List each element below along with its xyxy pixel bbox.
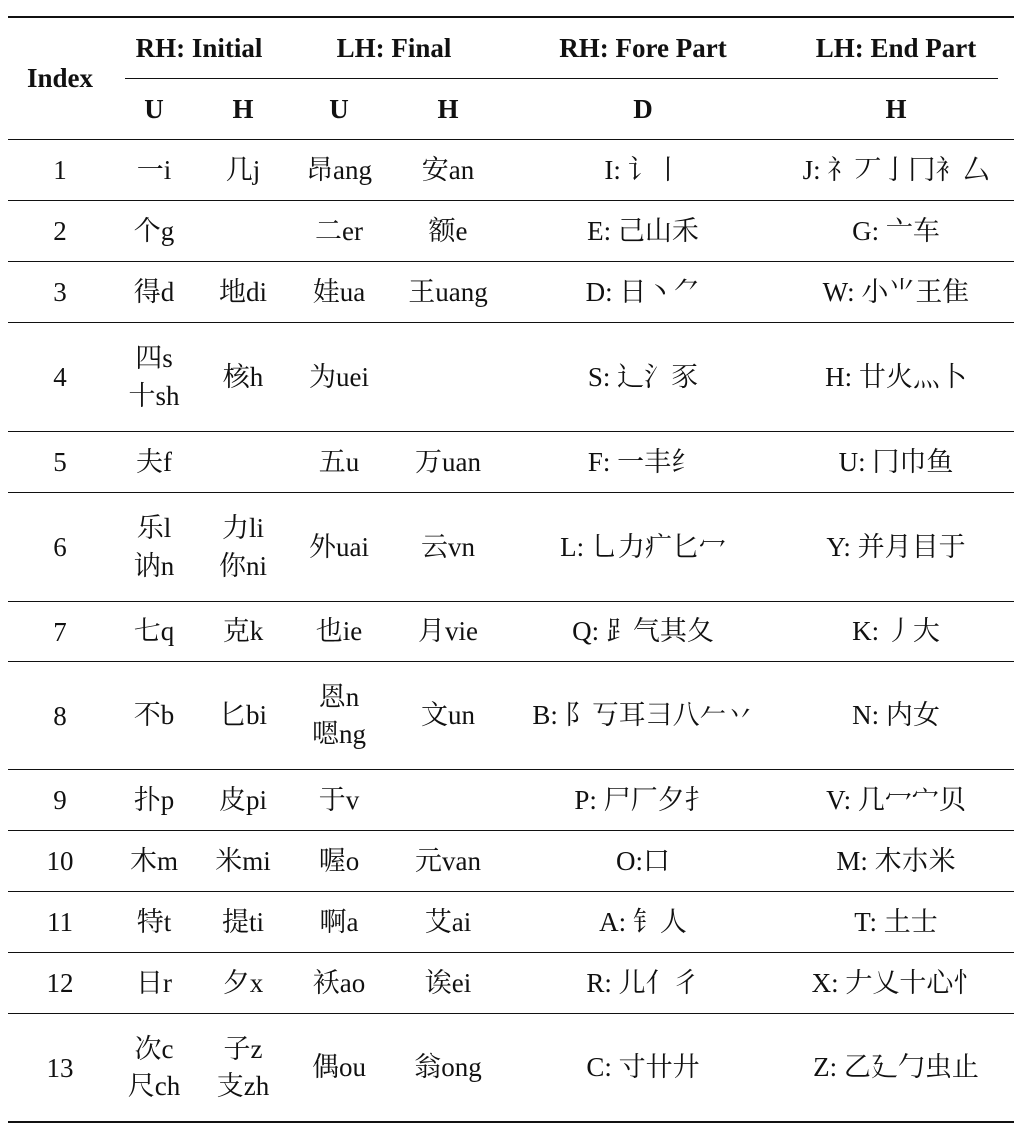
cell-line: 一i — [136, 154, 172, 185]
cell-fore-part-d — [513, 831, 773, 892]
cell-line: V: 几冖宀贝 — [826, 784, 966, 815]
cell-end-part-h — [781, 1014, 1011, 1122]
cell-line: Z: 乙廴勹虫止 — [813, 1052, 979, 1083]
cell-line: 夫f — [136, 446, 172, 477]
cell-line: 偶ou — [312, 1052, 366, 1083]
cell-line: 扑p — [133, 784, 175, 815]
cell-final-u — [289, 201, 389, 262]
cell-final-h — [393, 432, 503, 493]
cell-fore-part-d — [513, 140, 773, 201]
cell-line: 艾ai — [424, 906, 472, 937]
cell-end-part-h — [781, 953, 1011, 1014]
cell-final-h — [393, 662, 503, 770]
cell-line: 子z — [223, 1033, 263, 1064]
cell-line: 文un — [421, 700, 475, 731]
cell-end-part-h — [781, 262, 1011, 323]
cell-fore-part-d — [513, 201, 773, 262]
cell-line: 个g — [133, 215, 175, 246]
cell-fore-part-d — [513, 892, 773, 953]
cell-initial-u — [109, 662, 199, 770]
header-sub-initial-h: H — [232, 93, 254, 124]
cell-line: 诶ei — [424, 967, 472, 998]
cell-end-part-h — [781, 201, 1011, 262]
cell-line: 力li — [221, 513, 264, 544]
cell-line: R: 儿亻彳 — [586, 967, 700, 998]
row-index: 13 — [46, 1052, 74, 1083]
cell-line: M: 木朩米 — [836, 845, 956, 876]
cell-initial-u — [109, 602, 199, 662]
cell-end-part-h — [781, 323, 1011, 432]
cell-line: 匕bi — [218, 700, 267, 731]
cell-final-u — [289, 1014, 389, 1122]
cell-line: 夕x — [222, 967, 264, 998]
row-index: 8 — [53, 700, 67, 731]
header-index: Index — [26, 63, 94, 94]
cell-line: 讷n — [133, 550, 175, 581]
header-sub-fore-part-d: D — [633, 93, 653, 124]
cell-fore-part-d — [513, 262, 773, 323]
cell-initial-h — [198, 770, 288, 831]
row-index: 7 — [53, 616, 67, 647]
cell-line: 外uai — [309, 531, 369, 562]
cell-line: 袄ao — [312, 967, 366, 998]
cell-initial-u — [109, 1014, 199, 1122]
cell-fore-part-d — [513, 602, 773, 662]
cell-line: 喔o — [318, 845, 360, 876]
cell-final-h — [393, 892, 503, 953]
cell-line: 翁ong — [414, 1052, 482, 1083]
cell-line: 十sh — [128, 380, 180, 411]
cell-line: F: 一丰纟 — [587, 446, 699, 477]
header-group: RH: Initial — [135, 32, 263, 63]
row-index: 3 — [53, 277, 67, 308]
cell-line: 嗯ng — [312, 719, 366, 749]
cell-final-h — [393, 201, 503, 262]
cell-line: 乐l — [136, 513, 172, 544]
cell-initial-h — [198, 892, 288, 953]
cell-line: U: 冂巾鱼 — [838, 446, 954, 477]
cell-line: 云vn — [421, 531, 475, 562]
cell-final-u — [289, 323, 389, 432]
cell-final-h — [393, 831, 503, 892]
cell-initial-u — [109, 140, 199, 201]
cell-line: E: 己山禾 — [587, 215, 699, 246]
cell-fore-part-d — [513, 493, 773, 602]
cell-line: B: 阝丂耳彐八𠂉丷 — [532, 700, 754, 731]
cell-line: 得d — [133, 276, 175, 307]
cell-final-h — [393, 323, 503, 432]
header-sub-final-h: H — [437, 93, 459, 124]
row-index: 6 — [53, 532, 67, 563]
cell-line: 不b — [133, 700, 175, 731]
cell-end-part-h — [781, 140, 1011, 201]
cell-end-part-h — [781, 892, 1011, 953]
cell-fore-part-d — [513, 953, 773, 1014]
cell-line: A: 钅人 — [599, 906, 687, 937]
cell-initial-u — [109, 892, 199, 953]
cell-line: 地di — [218, 276, 267, 307]
cell-line: 二er — [315, 215, 363, 246]
cell-initial-h — [198, 602, 288, 662]
cell-end-part-h — [781, 831, 1011, 892]
cell-end-part-h — [781, 432, 1011, 493]
row-index: 4 — [53, 362, 67, 393]
row-index: 2 — [53, 216, 67, 247]
cell-initial-u — [109, 831, 199, 892]
cell-initial-h — [198, 140, 288, 201]
cell-line: T: 土士 — [854, 906, 938, 937]
row-index: 9 — [53, 785, 67, 816]
cell-initial-u — [109, 493, 199, 602]
cell-line: 木m — [129, 845, 178, 876]
cell-line: Y: 并月目于 — [826, 531, 966, 562]
cell-fore-part-d — [513, 770, 773, 831]
cell-end-part-h — [781, 602, 1011, 662]
cell-initial-h — [198, 831, 288, 892]
cell-initial-h — [198, 323, 288, 432]
cell-line: 昂ang — [306, 154, 372, 185]
cell-final-u — [289, 602, 389, 662]
cell-line: 五u — [318, 446, 360, 477]
cell-line: 额e — [428, 215, 468, 246]
row-index: 5 — [53, 447, 67, 478]
cell-end-part-h — [781, 662, 1011, 770]
cell-line: J: 礻丆亅冂衤厶 — [802, 154, 990, 185]
cell-line: 安an — [421, 154, 475, 185]
header-sub-end-part-h: H — [885, 93, 907, 124]
cell-line: 为uei — [309, 361, 369, 392]
cell-initial-u — [109, 201, 199, 262]
cell-line: X: 𠂇乂十心忄 — [811, 967, 981, 998]
cell-end-part-h — [781, 493, 1011, 602]
cell-line: 于v — [318, 784, 360, 815]
cell-line: 七q — [133, 616, 175, 647]
cell-initial-h — [198, 432, 288, 493]
cell-line: 也ie — [315, 616, 363, 647]
cell-line: K: 丿大 — [852, 616, 940, 647]
cell-initial-h — [198, 953, 288, 1014]
cell-line: 月vie — [418, 616, 478, 647]
cell-line: L: 乚力疒匕冖 — [560, 531, 726, 562]
cell-line: O:口 — [616, 845, 670, 876]
row-index: 11 — [47, 907, 73, 938]
header-sub-final-u: U — [329, 93, 349, 124]
cell-final-u — [289, 831, 389, 892]
cell-fore-part-d — [513, 432, 773, 493]
cell-final-u — [289, 892, 389, 953]
cell-initial-u — [109, 432, 199, 493]
cell-line: 提ti — [221, 906, 264, 937]
cell-line: 核h — [222, 361, 264, 392]
cell-line: W: 小⺌王隹 — [822, 276, 970, 307]
cell-final-h — [393, 140, 503, 201]
cell-final-u — [289, 262, 389, 323]
cell-line: 米mi — [215, 845, 271, 876]
header-group: RH: Fore Part — [559, 32, 727, 63]
cell-initial-u — [109, 770, 199, 831]
header-group: LH: Final — [336, 32, 452, 63]
cell-final-h — [393, 770, 503, 831]
row-index: 1 — [53, 155, 67, 186]
cell-line: 啊a — [319, 906, 359, 937]
cell-line: 日r — [136, 967, 172, 998]
cell-line: 尺ch — [127, 1071, 181, 1101]
row-index: 10 — [46, 846, 74, 877]
cell-line: 次c — [134, 1033, 174, 1064]
cell-line: P: 尸厂夕扌 — [574, 784, 712, 815]
cell-final-h — [393, 602, 503, 662]
cell-final-u — [289, 432, 389, 493]
cell-final-u — [289, 662, 389, 770]
cell-initial-h — [198, 201, 288, 262]
cell-line: H: 廿火灬卜 — [825, 361, 967, 392]
cell-line: I: 讠丨 — [604, 154, 682, 185]
cell-line: 特t — [136, 906, 172, 937]
cell-line: 克k — [222, 616, 264, 647]
cell-line: 万uan — [415, 446, 481, 477]
cell-initial-u — [109, 262, 199, 323]
cell-line: 四s — [135, 343, 173, 374]
cell-final-u — [289, 770, 389, 831]
cell-fore-part-d — [513, 662, 773, 770]
cell-line: C: 寸卄廾 — [586, 1052, 700, 1083]
cell-initial-h — [198, 493, 288, 602]
cell-line: 皮pi — [218, 784, 267, 815]
cell-initial-h — [198, 662, 288, 770]
cell-final-h — [393, 953, 503, 1014]
cell-fore-part-d — [513, 1014, 773, 1122]
cell-line: Q: ⻊气其夂 — [572, 616, 714, 647]
cell-line: 支zh — [216, 1071, 270, 1101]
cell-initial-h — [198, 262, 288, 323]
cell-final-h — [393, 493, 503, 602]
cell-line: 娃ua — [312, 276, 366, 307]
row-index: 12 — [46, 968, 74, 999]
cell-end-part-h — [781, 770, 1011, 831]
cell-initial-u — [109, 323, 199, 432]
cell-final-h — [393, 262, 503, 323]
cell-line: 你ni — [218, 550, 267, 581]
cell-fore-part-d — [513, 323, 773, 432]
header-group: LH: End Part — [815, 32, 977, 63]
cell-initial-u — [109, 953, 199, 1014]
cell-line: 元van — [415, 845, 481, 876]
cell-final-u — [289, 953, 389, 1014]
cell-line: G: 亠车 — [852, 215, 940, 246]
cell-line: 王uang — [408, 276, 488, 307]
cell-final-h — [393, 1014, 503, 1122]
header-sub-initial-u: U — [144, 93, 164, 124]
cell-final-u — [289, 140, 389, 201]
cell-line: 恩n — [318, 681, 360, 712]
cell-line: D: 日丶⺈ — [585, 276, 701, 307]
cell-final-u — [289, 493, 389, 602]
cell-line: 几j — [225, 154, 261, 185]
cell-line: S: 辶氵豕 — [587, 361, 699, 392]
cell-initial-h — [198, 1014, 288, 1122]
cell-line: N: 内女 — [852, 700, 940, 731]
